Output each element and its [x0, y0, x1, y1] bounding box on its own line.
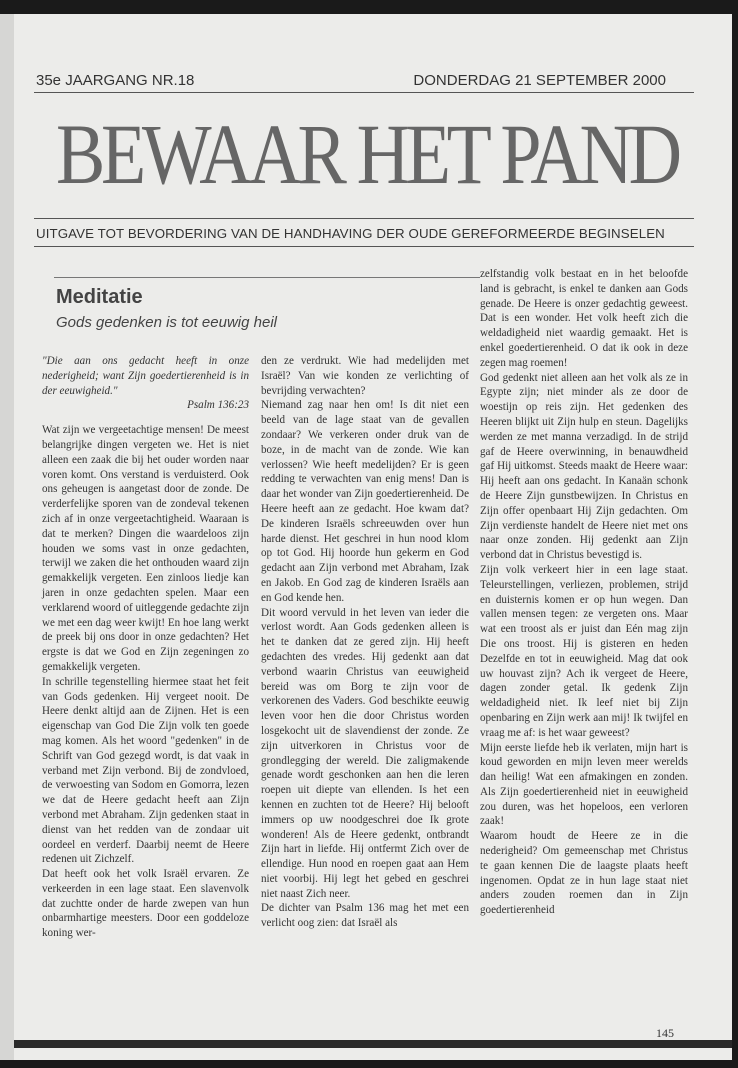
column-paragraph: zelfstandig volk bestaat en in het beloofde land is gebracht, is enkel te danken aan Gods genade. De Heere is onzer gedachtig geweest. Dat is een wonder. Het volk heeft zich die weldadigheid niet waardig gemaakt. Het is enkel goedertierenheid. O dat ik ook in deze zegen mag roemen!	[480, 268, 688, 369]
column-paragraph: Dit woord vervuld in het leven van ieder die verlost wordt. Aan Gods gedenken alleen is het te danken dat ze gered zijn. Hij heeft gedachten des vredes. Hij gedenkt aan dat verbond waarin Christus van eeuwigheid bereid was om Borg te zijn voor de verkorenen des Vaders. God beschikte eeuwig leven voor hen die door Christus worden losgekocht uit de slavendienst der zonde. Ze zijn uitverkoren in Christus voor de grondlegging der wereld. Die zaligmakende genade wordt geschonken aan hen die leren roepen uit diepte van ellenden. Is het een kennen en zuchten tot de Heere? Hij belooft immers op uw noodgeschrei doe Ik grote wonderen! Als de Heere gedenkt, ontbrandt Zijn hart in liefde. Hij ontfermt Zich over de ellendige. Hun nood en roepen gaat aan Hem niet voorbij. Hij legt het gebed en geschrei niet naast Zich neer.	[261, 606, 469, 900]
masthead-title: BEWAAR HET PAND	[56, 106, 678, 202]
column-paragraph: Niemand zag naar hen om! Is dit niet een beeld van de lage staat van de gevallen zondaar? We verkeren onder druk van de boze, in de macht van de zonde. Wie kan verlossen? Wie heeft medelijden? Er is geen redding te verwachten van enig mens! Dan is daar het wonder van Zijn goedertierenheid. De Heere heeft aan ze gedacht. Hoe kwam dat? De kinderen Israëls schreeuwden over hun harde dienst. Het geschrei in hun nood klom op tot God. Hij hoorde hun gekerm en God gedacht aan Zijn verbond met Abraham, Izak en Jakob. En God zag de kinderen Israëls aan en God kende hen.	[261, 399, 469, 604]
issue-number: 35e JAARGANG NR.18	[36, 72, 195, 89]
article-column-2	[261, 354, 469, 931]
scan-bottom-band	[14, 1040, 732, 1048]
column-paragraph: Dat heeft ook het volk Israël ervaren. Ze verkeerden in een lage staat. Een slavenvolk dat zuchtte onder de harde zwepen van hun onbarmhartige meesters. Door een goddeloze koning wer-	[42, 868, 249, 940]
article-column-1	[42, 354, 249, 941]
page-number: 145	[656, 1026, 674, 1040]
article-column-3	[480, 267, 688, 918]
scan-left-edge	[0, 14, 14, 1060]
header-rule-middle	[34, 218, 694, 219]
newspaper-page	[14, 14, 732, 1060]
column-paragraph: Wat zijn we vergeetachtige mensen! De meest belangrijke dingen vergeten we. Het is niet alleen een zaak die bij het ouder worden naar voren komt. Ons verstand is verduisterd. Ook ons geheugen is aangetast door de zonde. De verderfelijke sporen van de zondeval tekenen zich af in onze vergeetachtigheid. Waaraan is dat te merken? Dingen die waardeloos zijn houden we soms vast in onze gedachten, terwijl we zaken die het onthouden waard zijn gemakkelijk vergeten. Een zinloos liedje kan jaren in onze gedachten spelen. Maar een verklarend woord of uitleggende gedachte zijn we met een dag weer kwijt! En hoe lang werkt de preek bij ons door in onze gedachten? Het ergste is dat we God en Zijn zegeningen zo gemakkelijk vergeten.	[42, 424, 249, 673]
article-subheading: Gods gedenken is tot eeuwig heil	[56, 314, 277, 331]
article-quote: "Die aan ons gedacht heeft in onze nederigheid; want Zijn goedertierenheid is in der eeuwigheid."	[42, 355, 249, 397]
header-rule-bottom	[34, 246, 694, 247]
article-heading: Meditatie	[56, 286, 143, 308]
column-paragraph: Waarom houdt de Heere ze in die nederigheid? Om gemeenschap met Christus te gaan kennen Die de laagste plaats heeft ingenomen. Opdat ze in hun lage staat niet anders zouden roemen dan in Zijn goedertierenheid	[480, 830, 688, 917]
header-rule-top	[34, 92, 694, 93]
masthead-subtitle: UITGAVE TOT BEVORDERING VAN DE HANDHAVING DER OUDE GEREFORMEERDE BEGINSELEN	[36, 226, 665, 241]
column-paragraph: Mijn eerste liefde heb ik verlaten, mijn hart is koud geworden en mijn leven meer werelds dan heilig! Wat een afmakingen en zonden. Als Zijn goedertierenheid niet in eeuwigheid zou duren, was het hopeloos, een verloren zaak!	[480, 741, 688, 828]
column-paragraph: De dichter van Psalm 136 mag het met een verlicht oog zien: dat Israël als	[261, 902, 469, 930]
column-paragraph: God gedenkt niet alleen aan het volk als ze in Egypte zijn; niet minder als ze door de woestijn op reis zijn. Het gedenken des Heeren blijkt uit Zijn hulp en steun. Dagelijks werden ze met manna verzadigd. In de strijd gaf de Heere overwinning, in benauwdheid gaf Hij uitkomst. Steeds maakt de Heere waar: Hij heeft aan ons gedacht. In Kanaän schonk de Heere Zijn gunstbewijzen. In Christus en Zijn offer openbaart Hij Zijn gedachten. Om Zijn verdienste handelt de Heere niet met ons naar onze zonden. Hij gedenkt aan Zijn verbond dat in Christus bevestigd is.	[480, 371, 688, 562]
column-paragraph: In schrille tegenstelling hiermee staat het feit van Gods gedenken. Hij vergeet nooit. De Heere denkt altijd aan de Zijnen. Het is een eigenschap van God Die Zijn volk ten goede mag komen. Als het woord "gedenken" in de Schrift van God gezegd wordt, is dat vaak in verband met Zijn verbond. Bij de zondvloed, de verwoesting van Sodom en Gomorra, lezen we dat de Heere gedacht heeft aan Zijn verbond met Abraham. Zijn gedenken staat in dienst van het redden van de zondaar uit oordeel en verderf. Daarbij neemt de Heere redenen uit Zichzelf.	[42, 675, 249, 866]
article-quote-ref: Psalm 136:23	[187, 399, 249, 412]
column-paragraph: den ze verdrukt. Wie had medelijden met Israël? Van wie konden ze verlichting of bevrijding verwachten?	[261, 355, 469, 397]
issue-date: DONDERDAG 21 SEPTEMBER 2000	[413, 72, 666, 89]
column-paragraph: Zijn volk verkeert hier in een lage staat. Teleurstellingen, verliezen, problemen, strijd en duisternis komen er op hun wegen. Dan vallen mensen tegen: ze vergeten ons. Maar wat een troost als er juist dan Eén mag zijn Die ons troost. Hij is gisteren en heden Dezelfde en tot in eeuwigheid. Mag dat ook uw houvast zijn? Ach ik vergeet de Heere, dagen zonder getal. Ik gedenk Zijn weldadigheid niet. Ik leef niet bij Zijn openbaring en Zijn werk aan mij! Ik twijfel en vraag me af: is het waar geweest?	[480, 563, 688, 739]
article-top-rule	[54, 277, 480, 278]
